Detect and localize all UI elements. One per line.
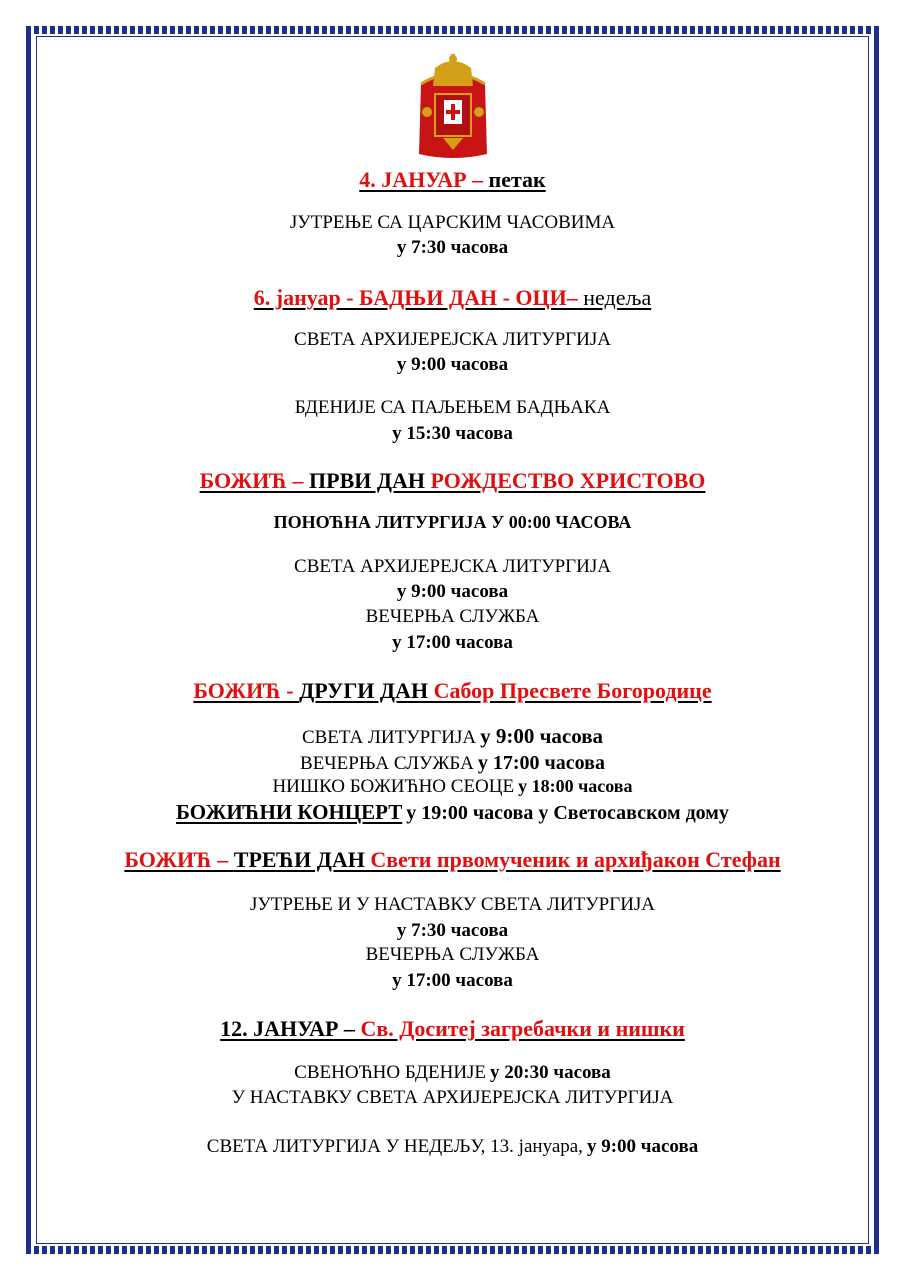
vigil-time: у 20:30 часова	[490, 1062, 611, 1083]
service-time: у 15:30 часова	[392, 423, 513, 444]
section-jan12-heading	[40, 1017, 865, 1041]
section-jan4-date: 4. ЈАНУАР –	[359, 167, 484, 192]
vigil-row	[40, 1063, 865, 1084]
section-jan6-date: 6. јануар - БАДЊИ ДАН - ОЦИ–	[253, 285, 578, 310]
section-christmas1-part3: РОЖДЕСТВО ХРИСТОВО	[430, 468, 706, 493]
schedule-row-text: НИШКО БОЖИЋНО СЕОЦЕ	[272, 776, 515, 797]
schedule-row-text: ВЕЧЕРЊА СЛУЖБА	[300, 753, 474, 774]
section-christmas2-part2: ДРУГИ ДАН	[299, 678, 429, 703]
service-time: у 7:30 часова	[396, 237, 509, 258]
section-christmas3-part2: ТРЕЋИ ДАН	[233, 847, 365, 872]
service-time: у 17:00 часова	[392, 632, 513, 653]
schedule-row-time: у 19:00 часова у Светосавском дому	[406, 802, 729, 824]
service-time: у 7:30 часова	[396, 920, 509, 941]
service-line: СВЕТА АРХИЈЕРЕЈСКА ЛИТУРГИЈА	[294, 329, 611, 350]
sunday-text: СВЕТА ЛИТУРГИЈА У НЕДЕЉУ, 13. јануара,	[206, 1136, 583, 1157]
schedule-row	[40, 801, 865, 824]
schedule-row-time: у 17:00 часова	[477, 752, 605, 774]
sunday-row	[40, 1137, 865, 1158]
section-christmas3-part3: Свети првомученик и архиђакон Стефан	[370, 847, 781, 872]
sunday-time: у 9:00 часова	[586, 1136, 699, 1157]
schedule-row-time: у 9:00 часова	[480, 724, 604, 748]
section-christmas1-part1: БОЖИЋ –	[199, 468, 304, 493]
section-christmas2-part3: Сабор Пресвете Богородице	[433, 678, 712, 703]
service-time: у 17:00 часова	[392, 970, 513, 991]
coat-of-arms-icon	[413, 54, 493, 164]
schedule-row-text: БОЖИЋНИ КОНЦЕРТ	[176, 800, 403, 824]
vigil-text: СВЕНОЋНО БДЕНИЈЕ	[294, 1062, 487, 1083]
section-jan12-saint: Св. Доситеј загребачки и нишки	[360, 1016, 685, 1041]
service-line: ВЕЧЕРЊА СЛУЖБА	[365, 944, 540, 965]
section-jan4-day: петак	[488, 167, 546, 192]
schedule-row	[40, 752, 865, 775]
service-line: ВЕЧЕРЊА СЛУЖБА	[365, 606, 540, 627]
section-christmas1-part2: ПРВИ ДАН	[309, 468, 425, 493]
midnight-liturgy: ПОНОЋНА ЛИТУРГИЈА У 00:00 ЧАСОВА	[273, 512, 632, 532]
section-jan6-heading	[40, 286, 865, 310]
schedule-row	[40, 777, 865, 798]
service-line: БДЕНИЈЕ СА ПАЉЕЊЕМ БАДЊАКА	[294, 397, 611, 418]
service-line: У НАСТАВКУ СВЕТА АРХИЈЕРЕЈСКА ЛИТУРГИЈА	[231, 1087, 674, 1108]
service-line: СВЕТА АРХИЈЕРЕЈСКА ЛИТУРГИЈА	[294, 556, 611, 577]
section-christmas1-heading	[40, 469, 865, 493]
schedule-row-text: СВЕТА ЛИТУРГИЈА	[301, 727, 477, 748]
section-jan12-date: 12. ЈАНУАР –	[220, 1016, 355, 1041]
service-line: ЈУТРЕЊЕ И У НАСТАВКУ СВЕТА ЛИТУРГИЈА	[249, 894, 656, 915]
section-christmas3-part1: БОЖИЋ –	[124, 847, 229, 872]
section-christmas3-heading	[40, 848, 865, 872]
service-time: у 9:00 часова	[396, 354, 509, 375]
schedule-row	[40, 725, 865, 749]
service-time: у 9:00 часова	[396, 581, 509, 602]
schedule-row-time: у 18:00 часова	[518, 776, 633, 796]
section-jan4-heading	[40, 168, 865, 192]
section-jan6-day: недеља	[583, 285, 652, 310]
service-line: ЈУТРЕЊЕ СА ЦАРСКИМ ЧАСОВИМА	[289, 212, 616, 233]
section-christmas2-part1: БОЖИЋ -	[193, 678, 294, 703]
section-christmas2-heading	[40, 679, 865, 703]
